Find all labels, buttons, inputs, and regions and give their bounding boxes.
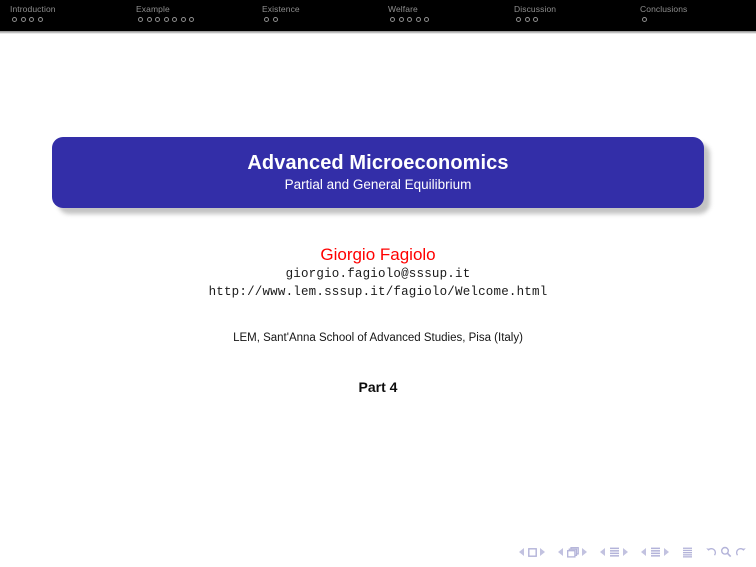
header-section-label: Existence [262,4,300,14]
part-label: Part 4 [358,379,398,395]
slide-dot[interactable] [424,17,429,22]
header-section-label: Welfare [388,4,418,14]
next-section-icon[interactable] [664,548,669,556]
header-section-dots [640,17,756,22]
header-section-dots [136,17,252,22]
header-separator [0,31,756,34]
slide-dot[interactable] [38,17,43,22]
slide-dot[interactable] [29,17,34,22]
author-email[interactable]: giorgio.fagiolo@sssup.it [285,267,471,281]
slide-dot[interactable] [516,17,521,22]
header-section-existence[interactable] [252,0,378,22]
back-arrow-icon[interactable] [705,546,717,558]
nav-group-history [703,546,748,558]
header-section-label: Example [136,4,170,14]
header-section-introduction[interactable] [0,0,126,22]
header-section-dots [10,17,126,22]
slide-dot[interactable] [189,17,194,22]
section-icon[interactable] [650,547,661,558]
slide-dot[interactable] [12,17,17,22]
title-block [52,137,704,208]
header-section-dots [262,17,378,22]
slide-dot[interactable] [399,17,404,22]
nav-group-frame [556,547,589,558]
slide-dot[interactable] [407,17,412,22]
header-navigation-bar [0,0,756,31]
previous-section-icon[interactable] [641,548,646,556]
slide-dot[interactable] [642,17,647,22]
forward-arrow-icon[interactable] [735,546,747,558]
slide-dot[interactable] [533,17,538,22]
header-section-example[interactable] [126,0,252,22]
header-section-discussion[interactable] [504,0,630,22]
header-section-label: Discussion [514,4,557,14]
slide-dot[interactable] [181,17,186,22]
header-section-dots [514,17,630,22]
header-section-dots [388,17,504,22]
subsection-icon[interactable] [609,547,620,558]
slide-dot[interactable] [138,17,143,22]
institute-line: LEM, Sant'Anna School of Advanced Studies, Pisa (Italy) [233,332,523,344]
slide-dot[interactable] [164,17,169,22]
nav-group-slide [517,548,547,557]
slide-dot[interactable] [390,17,395,22]
header-section-welfare[interactable] [378,0,504,22]
presentation-subtitle: Partial and General Equilibrium [284,177,472,192]
header-section-conclusions[interactable] [630,0,756,22]
document-icon[interactable] [682,547,693,558]
frame-icon[interactable] [567,547,579,558]
presentation-title: Advanced Microeconomics [247,152,509,174]
next-subsection-icon[interactable] [623,548,628,556]
header-section-label: Conclusions [640,4,688,14]
slide-dot[interactable] [155,17,160,22]
previous-slide-icon[interactable] [519,548,524,556]
slide-dot[interactable] [264,17,269,22]
next-slide-icon[interactable] [540,548,545,556]
slide-dot[interactable] [172,17,177,22]
nav-group-document [680,547,694,558]
slide-icon[interactable] [528,548,537,557]
previous-subsection-icon[interactable] [600,548,605,556]
slide-dot[interactable] [416,17,421,22]
author-block [0,244,756,301]
next-frame-icon[interactable] [582,548,587,556]
header-section-label: Introduction [10,4,56,14]
previous-frame-icon[interactable] [558,548,563,556]
nav-group-subsection [598,547,630,558]
slide-dot[interactable] [273,17,278,22]
beamer-navigation-bar [517,544,748,560]
author-url[interactable]: http://www.lem.sssup.it/fagiolo/Welcome.html [208,285,548,299]
title-block-wrapper [52,137,704,208]
search-icon[interactable] [720,546,732,558]
author-name: Giorgio Fagiolo [320,245,436,264]
nav-group-section [639,547,671,558]
slide-dot[interactable] [147,17,152,22]
slide-dot[interactable] [21,17,26,22]
slide-dot[interactable] [525,17,530,22]
